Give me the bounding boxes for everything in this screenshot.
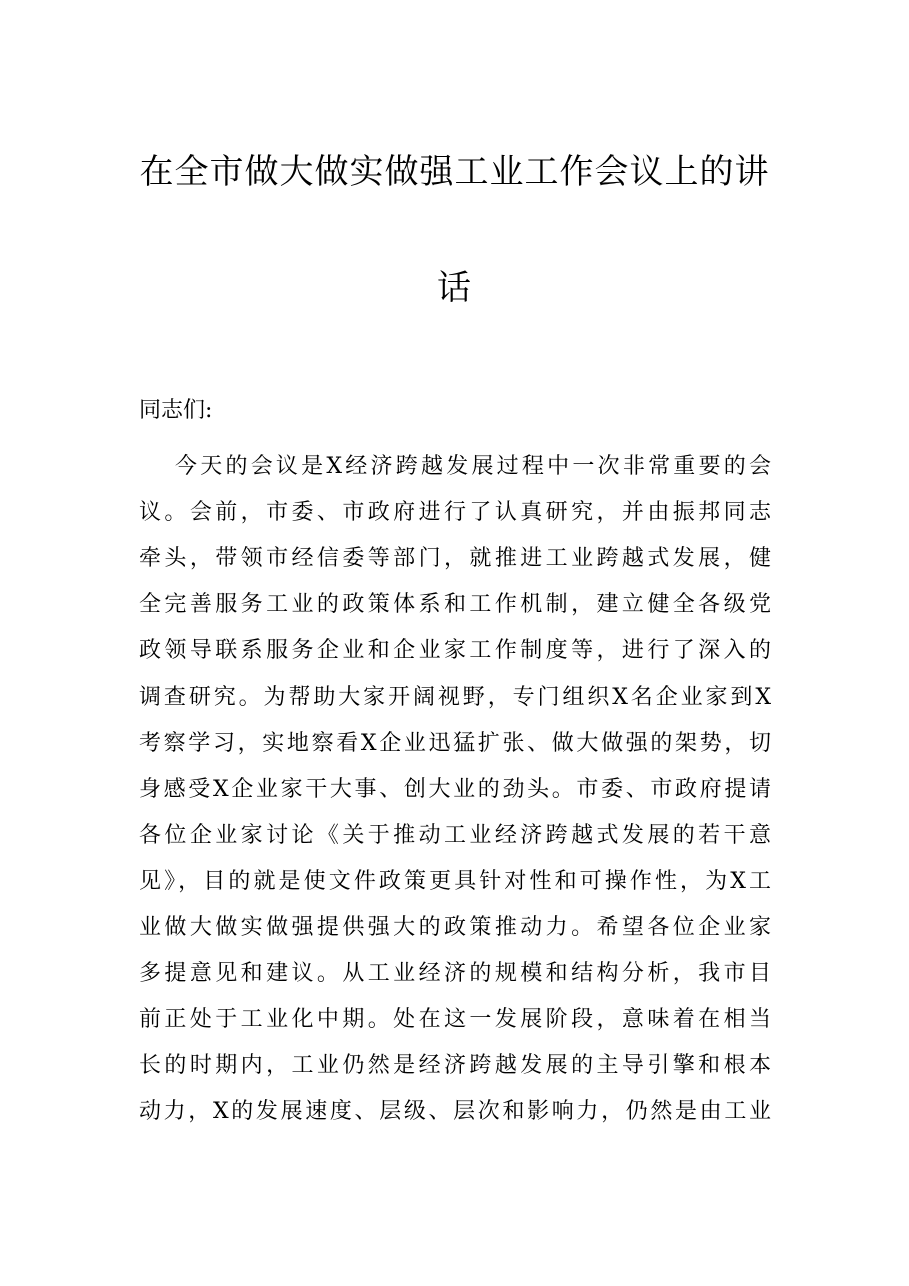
body-line: 见》，目的就是使文件政策更具针对性和可操作性，为X工 <box>139 868 771 894</box>
body-line: 今天的会议是X经济跨越发展过程中一次非常重要的会 <box>175 454 771 479</box>
body-line: 全完善服务工业的政策体系和工作机制，建立健全各级党 <box>139 592 771 618</box>
body-line: 身感受X企业家干大事、创大业的劲头。市委、市政府提请 <box>139 776 771 802</box>
body-line: 调查研究。为帮助大家开阔视野，专门组织X名企业家到X <box>139 684 771 710</box>
salutation: 同志们: <box>139 398 213 423</box>
body-line: 长的时期内，工业仍然是经济跨越发展的主导引擎和根本 <box>139 1053 771 1079</box>
body-line: 前正处于工业化中期。处在这一发展阶段，意味着在相当 <box>139 1007 771 1033</box>
body-line: 业做大做实做强提供强大的政策推动力。希望各位企业家 <box>139 915 771 940</box>
body-line: 多提意见和建议。从工业经济的规模和结构分析，我市目 <box>139 961 771 987</box>
body-line: 动力，X的发展速度、层级、层次和影响力，仍然是由工业 <box>139 1099 771 1125</box>
body-line: 各位企业家讨论《关于推动工业经济跨越式发展的若干意 <box>139 822 771 848</box>
body-line: 考察学习，实地察看X企业迅猛扩张、做大做强的架势，切 <box>139 730 771 756</box>
title-line-2: 话 <box>437 268 472 308</box>
title-line-1: 在全市做大做实做强工业工作会议上的讲 <box>139 152 770 192</box>
body-line: 政领导联系服务企业和企业家工作制度等，进行了深入的 <box>139 638 771 664</box>
body-line: 议。会前，市委、市政府进行了认真研究，并由振邦同志 <box>139 500 771 526</box>
body-line: 牵头，带领市经信委等部门，就推进工业跨越式发展，健 <box>139 546 771 572</box>
